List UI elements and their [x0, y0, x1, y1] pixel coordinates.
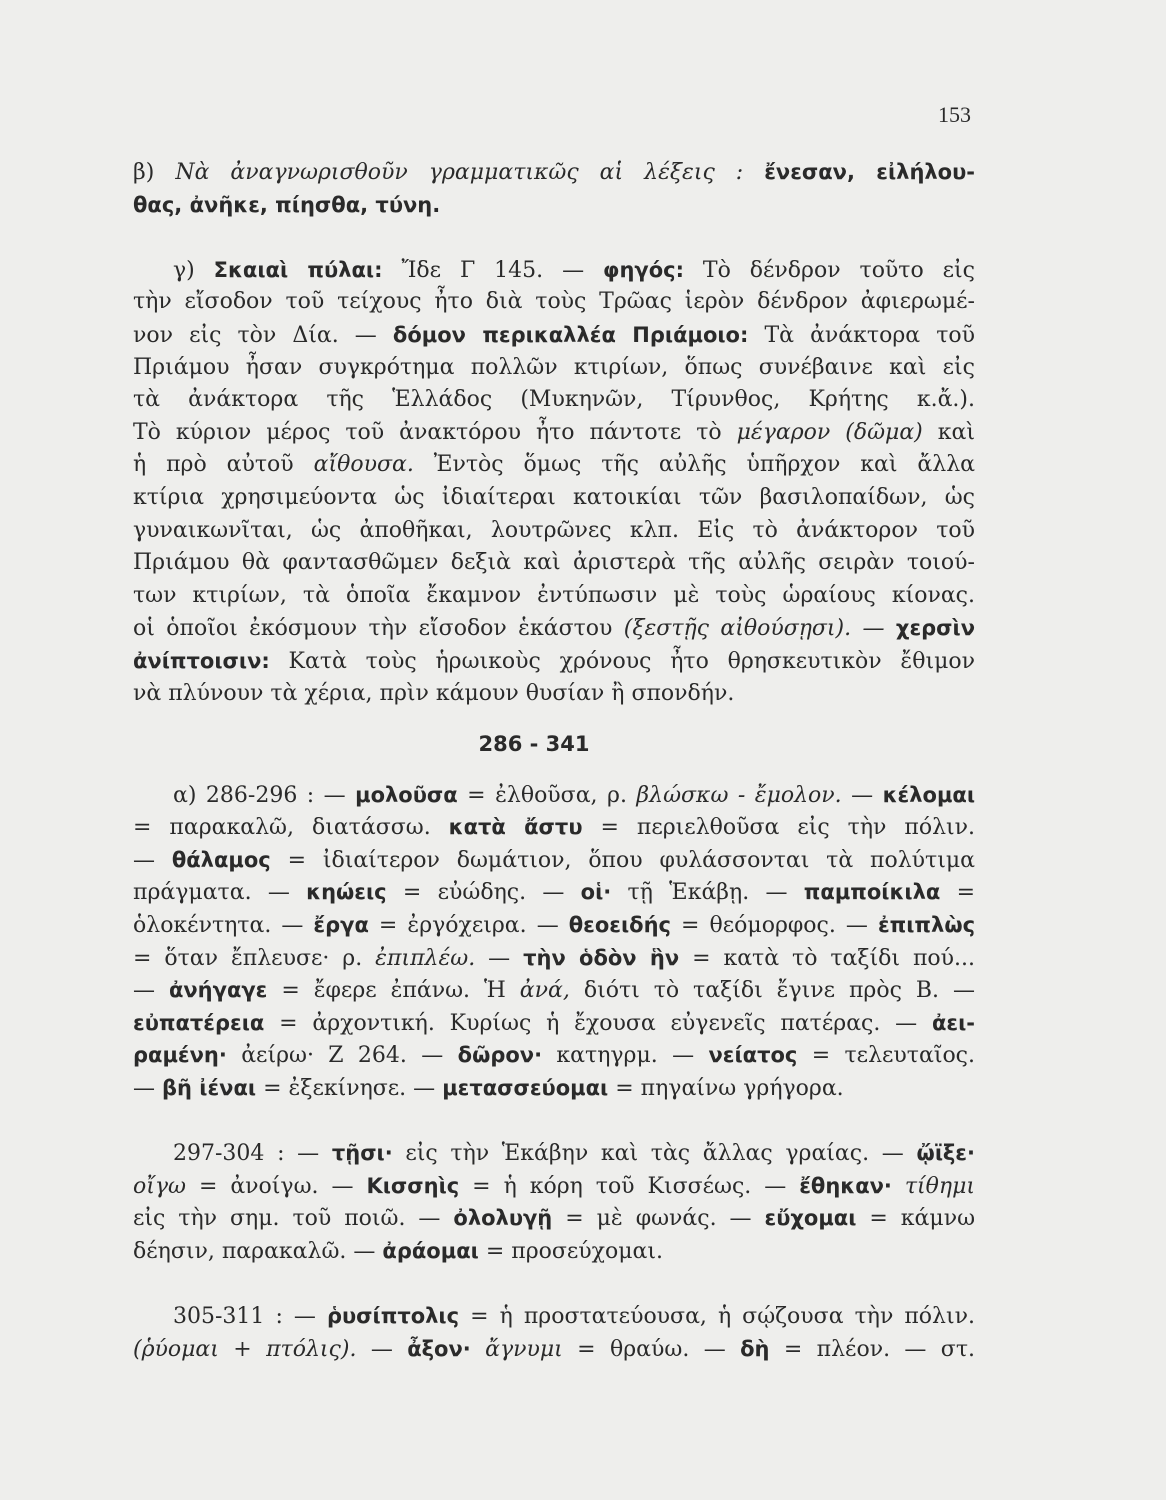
alpha-line-5: ὁλοκέντητα. — ἔργα = ἐργόχειρα. — θεοειδής = θεόμορφος. — ἐπιπλὼς	[133, 913, 976, 939]
section-b-line-2: θας, ἀνῆκε, πίησθα, τύνη.	[133, 192, 441, 217]
spacer	[133, 221, 975, 254]
section-c-line-3: νον εἰς τὸν Δία. — δόμον περικαλλέα Πριάμοιο: Τὰ ἀνάκτορα τοῦ	[133, 322, 975, 348]
p297-line-4: δέησιν, παρακαλῶ. — ἀράομαι = προσεύχομαι.	[133, 1239, 664, 1264]
section-c-line-2: τὴν εἴσοδον τοῦ τείχους ἦτο διὰ τοὺς Τρῶας ἱερὸν δένδρον ἀφιερωμέ-	[133, 289, 975, 315]
section-c-line-13: ἀνίπτοισιν: Κατὰ τοὺς ἡρωικοὺς χρόνους ἦτο θρησκευτικὸν ἔθιμον	[133, 648, 975, 674]
section-c-line-7: ἡ πρὸ αὐτοῦ αἴθουσα. Ἐντὸς ὅμως τῆς αὐλῆς ὑπῆρχον καὶ ἄλλα	[133, 452, 976, 478]
p297-line-3: εἰς τὴν σημ. τοῦ ποιῶ. — ὀλολυγῇ = μὲ φωνάς. — εὔχομαι = κάμνω	[133, 1206, 976, 1232]
page-number: 153	[938, 102, 971, 127]
p297-line-2: οἴγω = ἀνοίγω. — Κισσηὶς = ἡ κόρη τοῦ Κισσέως. — ἔθηκαν· τίθημι	[133, 1173, 976, 1199]
section-c-line-5: τὰ ἀνάκτορα τῆς Ἑλλάδος (Μυκηνῶν, Τίρυνθος, Κρήτης κ.ἄ.).	[133, 387, 975, 413]
p305-line-2: (ῥύομαι + πτόλις). — ἆξον· ἄγνυμι = θραύω. — δὴ = πλέον. — στ.	[133, 1336, 975, 1362]
section-b-line-1: β) Νὰ ἀναγνωρισθοῦν γραμματικῶς αἱ λέξεις : ἔνεσαν, εἰλήλου-	[133, 160, 976, 185]
section-c-line-9: γυναικωνῖται, ὡς ἀποθῆκαι, λουτρῶνες κλπ. Εἰς τὸ ἀνάκτορον τοῦ	[133, 517, 975, 543]
p305-line-1: 305-311 : — ῥυσίπτολις = ἡ προστατεύουσα, ἡ σῴζουσα τὴν πόλιν.	[173, 1304, 975, 1330]
page-body	[133, 156, 975, 1365]
spacer	[133, 1268, 975, 1301]
section-c-line-8: κτίρια χρησιμεύοντα ὡς ἰδιαίτεραι κατοικίαι τῶν βασιλοπαίδων, ὡς	[133, 484, 975, 510]
alpha-line-2: = παρακαλῶ, διατάσσω. κατὰ ἄστυ = περιελθοῦσα εἰς τὴν πόλιν.	[133, 815, 975, 841]
section-c-line-14: νὰ πλύνουν τὰ χέρια, πρὶν κάμουν θυσίαν ἢ σπονδήν.	[133, 680, 735, 706]
spacer	[133, 1105, 975, 1138]
alpha-line-3: — θάλαμος = ἰδιαίτερον δωμάτιον, ὅπου φυλάσσονται τὰ πολύτιμα	[133, 847, 975, 873]
section-c-line-11: των κτιρίων, τὰ ὁποῖα ἔκαμνον ἐντύπωσιν μὲ τοὺς ὡραίους κίονας.	[133, 582, 975, 608]
section-c-line-4: Πριάμου ἦσαν συγκρότημα πολλῶν κτιρίων, ὅπως συνέβαινε καὶ εἰς	[133, 354, 975, 380]
alpha-line-9: ραμένη· ἀείρω· Ζ 264. — δῶρον· κατηγρμ. — νείατος = τελευταῖος.	[133, 1043, 975, 1069]
section-c-line-12: οἱ ὁποῖοι ἐκόσμουν τὴν εἴσοδον ἑκάστου (ξεστῇς αἰθούσῃσι). — χερσὶν	[133, 616, 976, 642]
alpha-line-10: — βῆ ἰέναι = ἐξεκίνησε. — μετασσεύομαι = πηγαίνω γρήγορα.	[133, 1076, 844, 1102]
alpha-line-1: α) 286-296 : — μολοῦσα = ἐλθοῦσα, ρ. βλώσκω - ἔμολον. — κέλομαι	[173, 782, 976, 808]
spacer	[133, 761, 975, 779]
section-heading: 286 - 341	[478, 732, 590, 757]
section-c-line-1: γ) Σκαιαὶ πύλαι: Ἴδε Γ 145. — φηγός: Τὸ δένδρον τοῦτο εἰς	[173, 257, 975, 283]
p297-line-1: 297-304 : — τῇσι· εἰς τὴν Ἑκάβην καὶ τὰς ἄλλας γραίας. — ᾤϊξε·	[173, 1141, 975, 1167]
alpha-line-7: — ἀνήγαγε = ἔφερε ἐπάνω. Ἡ ἀνά, διότι τὸ ταξίδι ἔγινε πρὸς Β. —	[133, 978, 975, 1004]
section-c-line-10: Πριάμου θὰ φαντασθῶμεν δεξιὰ καὶ ἀριστερὰ τῆς αὐλῆς σειρὰν τοιού-	[133, 550, 975, 576]
section-c-line-6: Τὸ κύριον μέρος τοῦ ἀνακτόρου ἦτο πάντοτε τὸ μέγαρον (δῶμα) καὶ	[133, 419, 975, 445]
alpha-line-8: εὐπατέρεια = ἀρχοντική. Κυρίως ἡ ἔχουσα εὐγενεῖς πατέρας. — ἀει-	[133, 1010, 975, 1036]
alpha-line-4: πράγματα. — κηώεις = εὐώδης. — οἱ· τῇ Ἑκάβῃ. — παμποίκιλα =	[133, 880, 976, 906]
spacer	[133, 710, 975, 728]
alpha-line-6: = ὅταν ἔπλευσε· ρ. ἐπιπλέω. — τὴν ὁδὸν ἣν = κατὰ τὸ ταξίδι πού...	[133, 945, 976, 971]
